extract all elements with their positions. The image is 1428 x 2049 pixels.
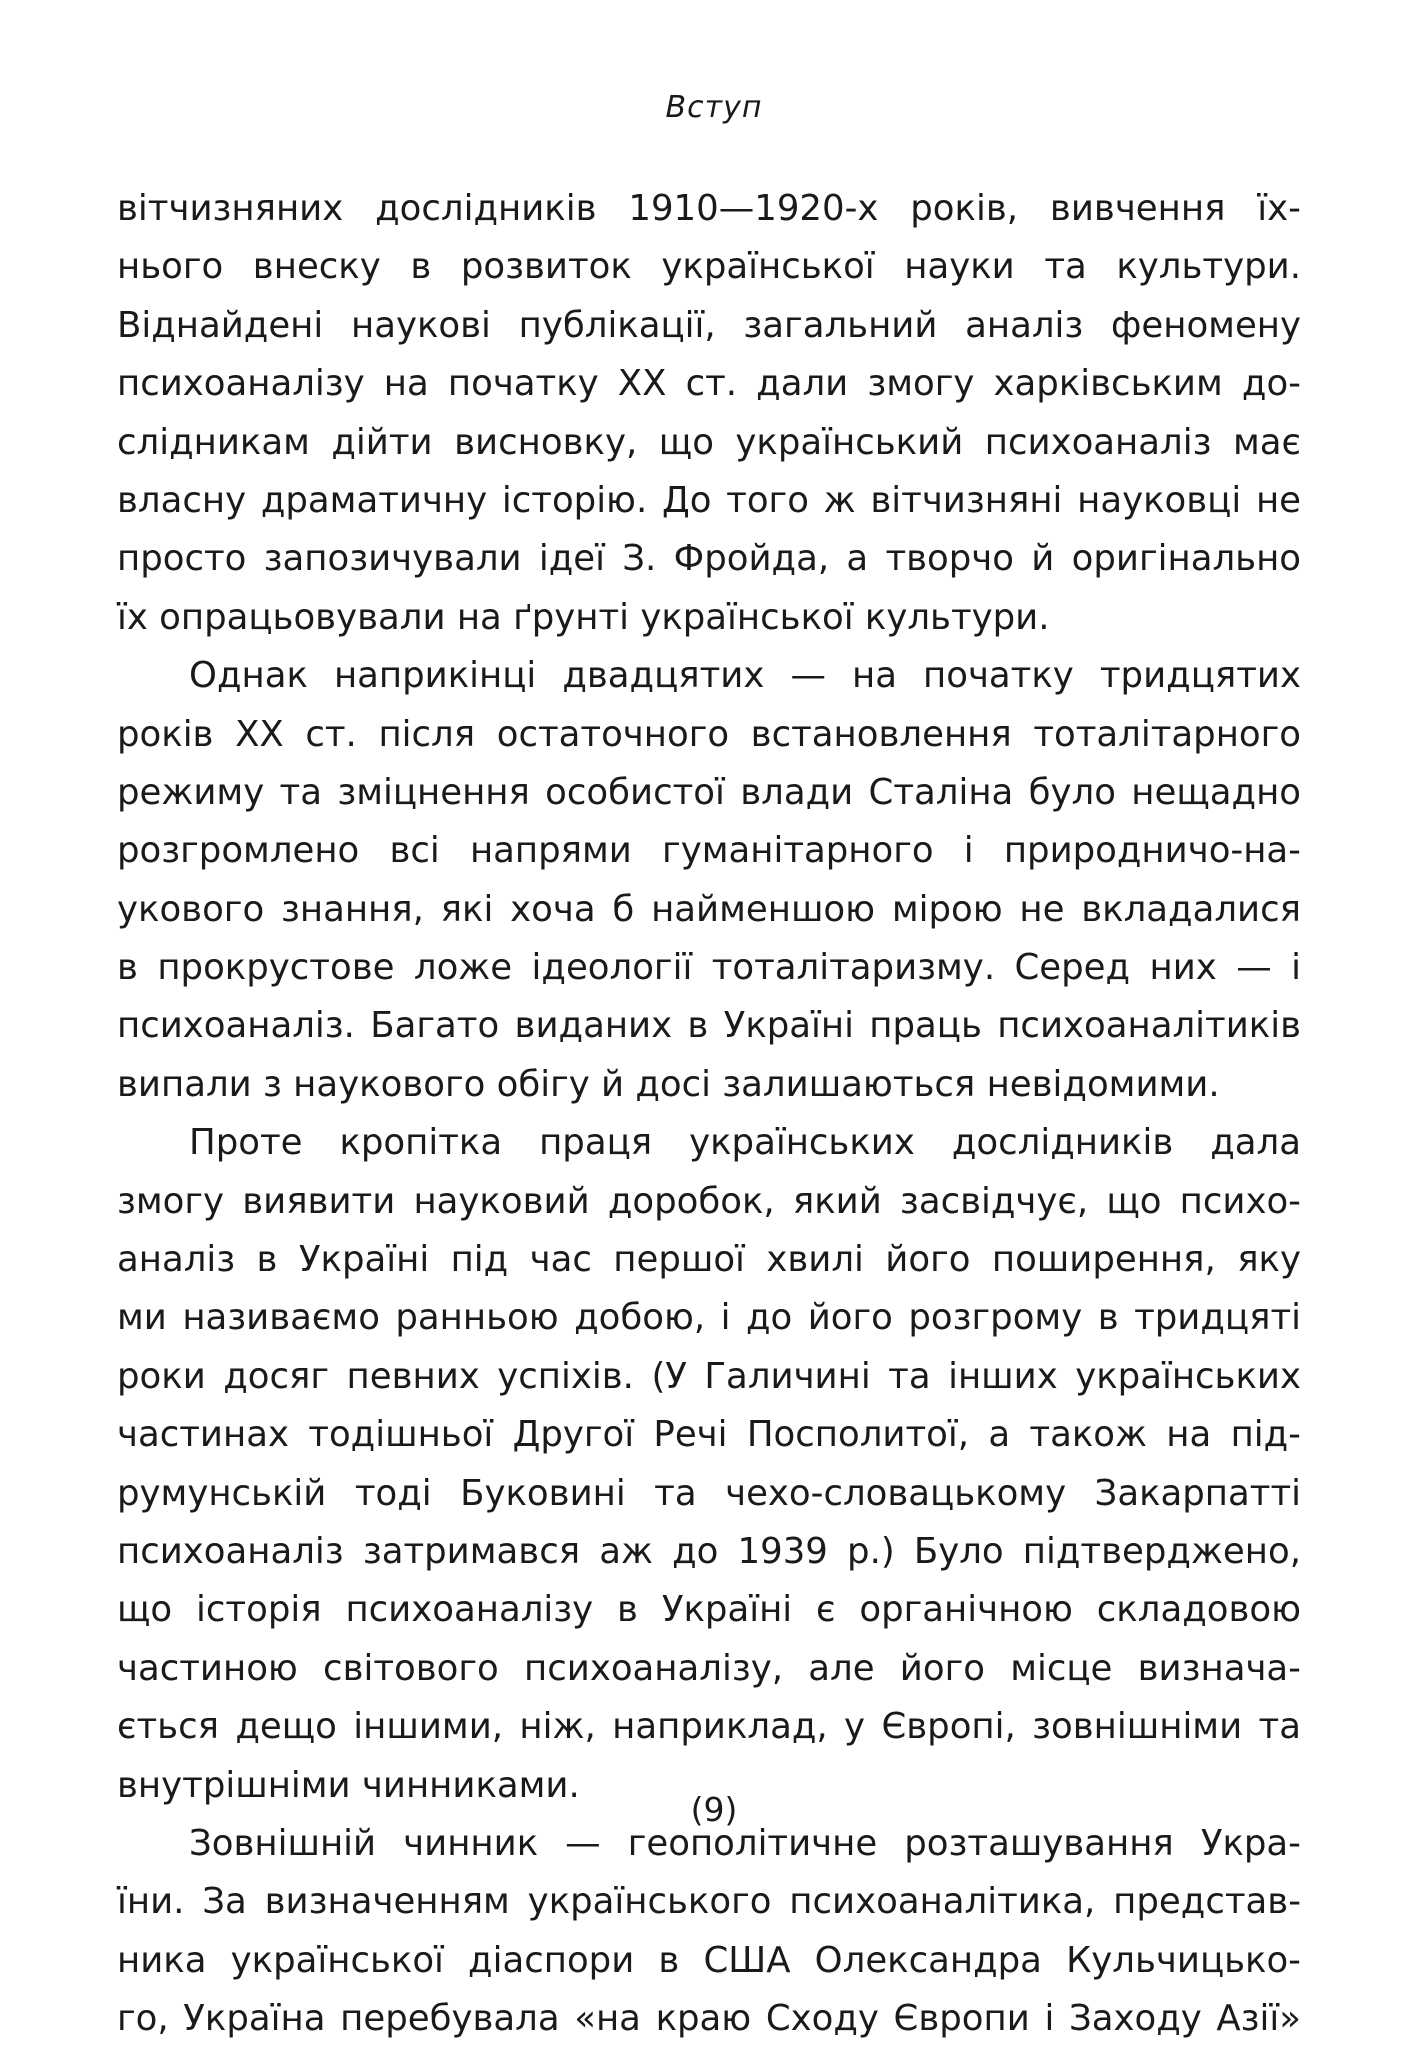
body-text bbox=[117, 180, 1301, 2049]
text-line: випали з наукового обігу й досі залишаються невідомими. bbox=[117, 1063, 1220, 1105]
text-line: роки досяг певних успіхів. (У Галичині та інших українських bbox=[117, 1355, 1301, 1397]
text-line: їх опрацьовували на ґрунті української культури. bbox=[117, 596, 1050, 638]
text-line: в прокрустове ложе ідеології тоталітаризму. Серед них — і bbox=[117, 947, 1301, 989]
text-line: Однак наприкінці двадцятих — на початку тридцятих bbox=[189, 655, 1301, 697]
text-line: просто запозичували ідеї З. Фройда, а творчо й оригінально bbox=[117, 538, 1301, 580]
text-line: внутрішніми чинниками. bbox=[117, 1764, 580, 1806]
text-line: частинах тодішньої Другої Речі Посполитої, а також на під- bbox=[117, 1414, 1301, 1456]
text-line: Проте кропітка праця українських дослідників дала bbox=[189, 1122, 1301, 1164]
text-line: аналіз в Україні під час першої хвилі його поширення, яку bbox=[117, 1239, 1301, 1281]
text-line: їни. За визначенням українського психоаналітика, представ- bbox=[117, 1881, 1301, 1923]
text-line: ється дещо іншими, ніж, наприклад, у Європі, зовнішніми та bbox=[117, 1706, 1301, 1748]
text-line: румунській тоді Буковині та чехо-словацькому Закарпатті bbox=[117, 1472, 1301, 1514]
text-line: го, Україна перебувала «на краю Сходу Європи і Заходу Азії» bbox=[117, 1998, 1301, 2040]
paragraph bbox=[117, 180, 1301, 647]
text-line: ника української діаспори в США Олександра Кульчицько- bbox=[117, 1939, 1301, 1981]
paragraph bbox=[117, 647, 1301, 1114]
text-line: Зовнішній чинник — геополітичне розташування Укра- bbox=[189, 1822, 1301, 1864]
paragraph bbox=[117, 1815, 1301, 2049]
text-line: Віднайдені наукові публікації, загальний аналіз феномену bbox=[117, 304, 1301, 346]
text-line: нього внеску в розвиток української науки та культури. bbox=[117, 246, 1301, 288]
page-number: (9) bbox=[690, 1790, 738, 1829]
text-line: укового знання, які хоча б найменшою мірою не вкладалися bbox=[117, 888, 1301, 930]
text-line: вітчизняних дослідників 1910—1920-х років, вивчення їх- bbox=[117, 188, 1301, 229]
text-line: змогу виявити науковий доробок, який засвідчує, що психо- bbox=[117, 1180, 1301, 1222]
text-line: психоаналіз затримався аж до 1939 р.) Було підтверджено, bbox=[117, 1530, 1301, 1572]
text-line: років XX ст. після остаточного встановлення тоталітарного bbox=[117, 713, 1301, 755]
text-line: власну драматичну історію. До того ж вітчизняні науковці не bbox=[117, 479, 1301, 521]
text-line: психоаналіз. Багато виданих в Україні праць психоаналітиків bbox=[117, 1005, 1301, 1047]
text-line: розгромлено всі напрями гуманітарного і природничо-на- bbox=[117, 830, 1301, 872]
paragraph bbox=[117, 1114, 1301, 1815]
text-line: психоаналізу на початку XX ст. дали змогу харківським до- bbox=[117, 363, 1301, 405]
text-line: слідникам дійти висновку, що український психоаналіз має bbox=[117, 421, 1301, 463]
text-line: частиною світового психоаналізу, але його місце визнача- bbox=[117, 1647, 1301, 1689]
text-line: що історія психоаналізу в Україні є органічною складовою bbox=[117, 1589, 1301, 1631]
running-head: Вступ bbox=[665, 90, 763, 125]
text-line: режиму та зміцнення особистої влади Сталіна було нещадно bbox=[117, 771, 1301, 813]
text-line: ми називаємо ранньою добою, і до його розгрому в тридцяті bbox=[117, 1297, 1301, 1339]
